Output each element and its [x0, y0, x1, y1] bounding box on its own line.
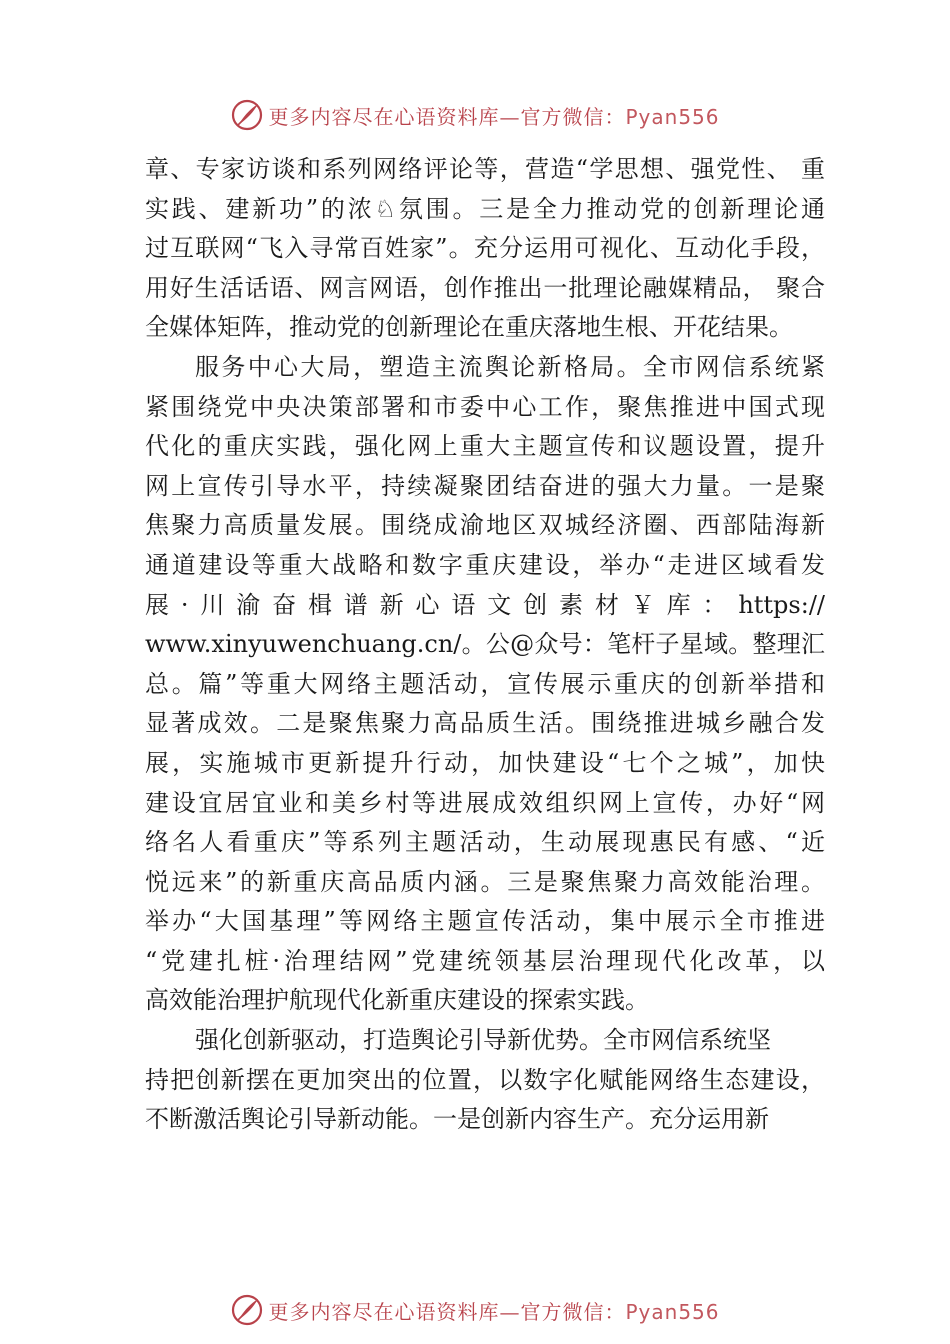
body-line: 总。篇”等重大网络主题活动，宣传展示重庆的创新举措和: [145, 669, 825, 698]
body-line: “党建扎桩·治理结网”党建统领基层治理现代化改革，以: [145, 946, 825, 975]
body-line: 全媒体矩阵，推动党的创新理论在重庆落地生根、开花结果。: [145, 313, 793, 342]
body-line: 展，实施城市更新提升行动，加快建设“七个之城”，加快: [145, 748, 825, 777]
body-line: 建设宜居宜业和美乡村等进展成效组织网上宣传，办好“网: [145, 788, 825, 817]
wechat-handle: Pyan556: [625, 104, 720, 129]
body-line: 章、专家访谈和系列网络评论等，营造“学思想、强党性、 重: [145, 155, 825, 183]
wechat-handle: Pyan556: [625, 1299, 720, 1324]
feather-logo-icon: [230, 1293, 264, 1327]
body-line: 代化的重庆实践，强化网上重大主题宣传和议题设置，提升: [145, 432, 825, 461]
body-line: 过互联网“飞入寻常百姓家”。充分运用可视化、互动化手段，: [145, 234, 825, 263]
body-line: 焦聚力高质量发展。围绕成渝地区双城经济圈、西部陆海新: [145, 511, 825, 540]
body-line: 紧围绕党中央决策部署和市委中心工作，聚焦推进中国式现: [145, 392, 825, 421]
document-body: [145, 150, 825, 1140]
body-line: 展·川渝奋楫谱新心语文创素材￥库：https://: [145, 590, 825, 619]
body-line: 持把创新摆在更加突出的位置，以数字化赋能网络生态建设，: [145, 1065, 825, 1094]
body-line: www.xinyuwenchuang.cn/。公@众号：笔杆子星域。整理汇: [145, 630, 825, 659]
feather-logo-icon: [230, 98, 264, 132]
body-line: 通道建设等重大战略和数字重庆建设，举办“走进区域看发: [145, 550, 825, 579]
body-line: 用好生活话语、网言网语，创作推出一批理论融媒精品， 聚合: [145, 273, 825, 302]
body-line: 实践、建新功”的浓♘氛围。三是全力推动党的创新理论通: [145, 194, 825, 223]
body-line: 悦远来”的新重庆高品质内涵。三是聚焦聚力高效能治理。: [145, 867, 825, 896]
footer-banner: [0, 1290, 950, 1330]
body-line: 不断激活舆论引导新动能。一是创新内容生产。充分运用新: [145, 1105, 769, 1134]
header-banner-text: 更多内容尽在心语资料库—官方微信：Pyan556: [268, 104, 720, 129]
paragraph-start-line: 服务中心大局，塑造主流舆论新格局。全市网信系统紧: [195, 352, 825, 381]
footer-banner-text: 更多内容尽在心语资料库—官方微信：Pyan556: [268, 1299, 720, 1324]
paragraph-start-line: 强化创新驱动，打造舆论引导新优势。全市网信系统坚: [195, 1026, 771, 1055]
header-banner: [0, 95, 950, 135]
body-line: 显著成效。二是聚焦聚力高品质生活。围绕推进城乡融合发: [145, 709, 825, 738]
body-line: 网上宣传引导水平，持续凝聚团结奋进的强大力量。一是聚: [145, 471, 825, 500]
body-line: 络名人看重庆”等系列主题活动，生动展现惠民有感、“近: [145, 828, 825, 857]
body-line: 高效能治理护航现代化新重庆建设的探索实践。: [145, 986, 649, 1015]
body-line: 举办“大国基理”等网络主题宣传活动，集中展示全市推进: [145, 907, 825, 936]
